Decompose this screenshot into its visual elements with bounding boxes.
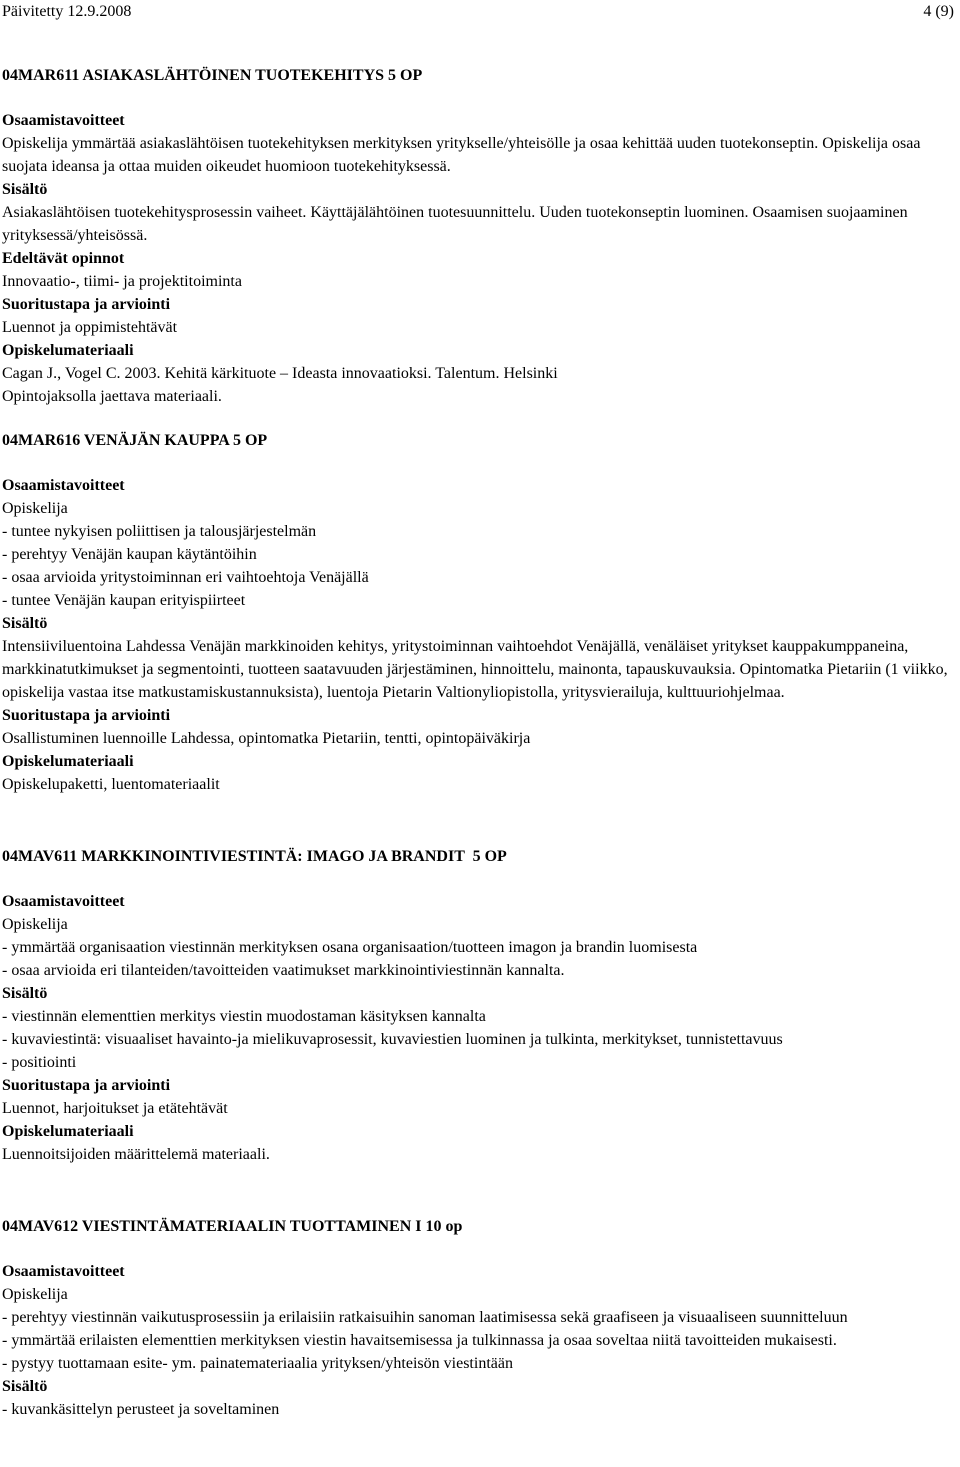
goal-item: - osaa arvioida eri tilanteiden/tavoitteiden vaatimukset markkinointiviestinnän kannalta. — [2, 962, 565, 979]
goal-item: - perehtyy Venäjän kaupan käytäntöihin — [2, 546, 257, 563]
material-text: Opiskelupaketti, luentomateriaalit — [2, 776, 220, 793]
goal-item: - perehtyy viestinnän vaikutusprosessiin ja erilaisiin ratkaisuihin sanoman laatimisessa sekä graafiseen ja visuaaliseen suunnitteluun — [2, 1309, 848, 1326]
method-label: Suoritustapa ja arviointi — [2, 1077, 171, 1094]
method-label: Suoritustapa ja arviointi — [2, 296, 171, 313]
goal-item: - ymmärtää organisaation viestinnän merkityksen osana organisaation/tuotteen imagon ja brandin luomisesta — [2, 939, 698, 956]
method-text: Luennot, harjoitukset ja etätehtävät — [2, 1100, 228, 1117]
goals-label: Osaamistavoitteet — [2, 1263, 125, 1280]
method-text: Osallistuminen luennoille Lahdessa, opintomatka Pietariin, tentti, opintopäiväkirja — [2, 730, 531, 747]
material-handouts: Opintojaksolla jaettava materiaali. — [2, 388, 222, 405]
prerequisites-label: Edeltävät opinnot — [2, 250, 125, 267]
course-title: 04MAV612 VIESTINTÄMATERIAALIN TUOTTAMINEN I 10 op — [2, 1218, 463, 1235]
content-text: Intensiiviluentoina Lahdessa Venäjän markkinoiden kehitys, yritystoiminnan vaihtoehdot Venäjällä, venäläiset yritykset kauppakumppaneina, markkinatutkimukset ja segmentointi, tuotteen saatavuuden järjestäminen, hinnoittelu, mainonta, tapauskuvauksia. Opintomatka Pietariin (1 viikko, opiskelija vastaa itse matkustamiskustannuksista), luentoja Pietarin Valtionyliopistolla, yritysvierailuja, kulttuuriohjelmaa. — [2, 638, 948, 701]
goal-item: - osaa arvioida yritystoiminnan eri vaihtoehtoja Venäjällä — [2, 569, 369, 586]
goals-text: Opiskelija ymmärtää asiakaslähtöisen tuotekehityksen merkityksen yritykselle/yhteisölle ja osaa kehittää uuden tuotekonseptin. Opiskelija osaa suojata ideansa ja ottaa muiden oikeudet huomioon tuotekehityksessä. — [2, 135, 921, 175]
material-label: Opiskelumateriaali — [2, 1123, 134, 1140]
content-item: - positiointi — [2, 1054, 77, 1071]
material-reference: Cagan J., Vogel C. 2003. Kehitä kärkituote – Ideasta innovaatioksi. Talentum. Helsinki — [2, 365, 558, 382]
content-item: - viestinnän elementtien merkitys viestin muodostaman käsityksen kannalta — [2, 1008, 486, 1025]
content-label: Sisältö — [2, 181, 48, 198]
content-label: Sisältö — [2, 615, 48, 632]
course-title: 04MAR616 VENÄJÄN KAUPPA 5 OP — [2, 432, 268, 449]
content-text: Asiakaslähtöisen tuotekehitysprosessin vaiheet. Käyttäjälähtöinen tuotesuunnittelu. Uuden tuotekonseptin luominen. Osaamisen suojaaminen yrityksessä/yhteisössä. — [2, 204, 908, 244]
material-text: Luennoitsijoiden määrittelemä materiaali. — [2, 1146, 270, 1163]
student-label: Opiskelija — [2, 916, 68, 933]
updated-date: Päivitetty 12.9.2008 — [2, 3, 132, 20]
content-item: - kuvankäsittelyn perusteet ja soveltaminen — [2, 1401, 280, 1418]
material-label: Opiskelumateriaali — [2, 342, 134, 359]
course-04mar616 — [2, 429, 954, 796]
goal-item: - ymmärtää erilaisten elementtien merkityksen viestin havaitsemisessa ja tulkinnassa ja osaa soveltaa niitä tavoitteiden mukaisesti. — [2, 1332, 837, 1349]
prerequisites-text: Innovaatio-, tiimi- ja projektitoiminta — [2, 273, 242, 290]
goal-item: - tuntee nykyisen poliittisen ja talousjärjestelmän — [2, 523, 317, 540]
course-title: 04MAR611 ASIAKASLÄHTÖINEN TUOTEKEHITYS 5 OP — [2, 67, 423, 84]
student-label: Opiskelija — [2, 500, 68, 517]
goals-label: Osaamistavoitteet — [2, 477, 125, 494]
page-header — [2, 0, 954, 23]
student-label: Opiskelija — [2, 1286, 68, 1303]
goal-item: - tuntee Venäjän kaupan erityispiirteet — [2, 592, 246, 609]
course-title: 04MAV611 MARKKINOINTIVIESTINTÄ: IMAGO JA BRANDIT 5 OP — [2, 848, 507, 865]
goal-item: - pystyy tuottamaan esite- ym. painatemateriaalia yrityksen/yhteisön viestintään — [2, 1355, 513, 1372]
content-label: Sisältö — [2, 985, 48, 1002]
goals-label: Osaamistavoitteet — [2, 112, 125, 129]
content-label: Sisältö — [2, 1378, 48, 1395]
page-number: 4 (9) — [923, 3, 954, 20]
course-04mar611 — [2, 64, 954, 408]
goals-label: Osaamistavoitteet — [2, 893, 125, 910]
course-04mav612 — [2, 1215, 954, 1421]
material-label: Opiskelumateriaali — [2, 753, 134, 770]
method-text: Luennot ja oppimistehtävät — [2, 319, 178, 336]
method-label: Suoritustapa ja arviointi — [2, 707, 171, 724]
course-04mav611 — [2, 845, 954, 1166]
content-item: - kuvaviestintä: visuaaliset havainto-ja mielikuvaprosessit, kuvaviestien luominen ja tulkinta, merkitykset, tunnistettavuus — [2, 1031, 783, 1048]
